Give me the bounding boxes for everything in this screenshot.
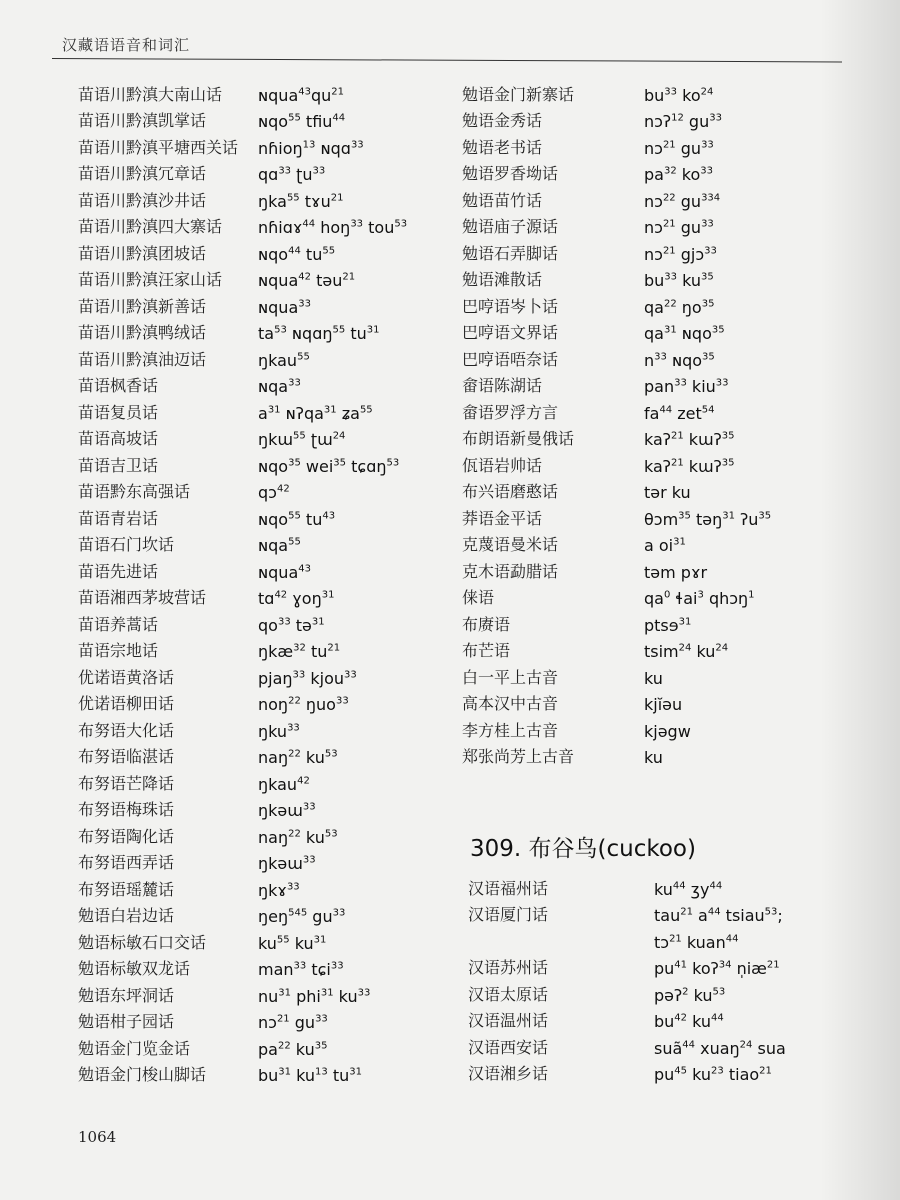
phonetic-form: nɔ$^{21}$ $gu^{33}$ bbox=[644, 218, 714, 237]
language-name: 勉语标敏石口交话 bbox=[78, 932, 207, 952]
entry-row bbox=[78, 688, 448, 715]
phonetic-form: $fa^{44}$ zet$^{54}$ bbox=[644, 403, 715, 423]
language-name: 汉语太原话 bbox=[468, 984, 549, 1004]
phonetic-form: pan$^{33}$ kiu$^{33}$ bbox=[644, 377, 729, 396]
phonetic-form: suã$^{44}$ xuaŋ$^{24}$ sua bbox=[654, 1038, 786, 1058]
language-name: 巴哼语文界话 bbox=[462, 323, 559, 342]
language-name: 苗语宗地话 bbox=[78, 641, 159, 660]
language-name: 勉语金门新寨话 bbox=[462, 84, 575, 104]
language-name: 苗语川黔滇平塘西关话 bbox=[78, 137, 239, 157]
entry-row bbox=[78, 449, 448, 476]
entry-row bbox=[78, 926, 448, 953]
section-title: 309. 布谷鸟(cuckoo) bbox=[470, 836, 696, 862]
phonetic-form: kjĭəu bbox=[644, 695, 683, 714]
language-name: 苗语青岩话 bbox=[78, 508, 159, 528]
language-name: 苗语吉卫话 bbox=[78, 455, 159, 475]
entry-row bbox=[78, 661, 448, 688]
language-name: 勉语苗竹话 bbox=[462, 190, 543, 210]
language-name: 李方桂上古音 bbox=[462, 720, 559, 740]
entry-row bbox=[78, 476, 448, 503]
language-name: 苗语川黔滇大南山话 bbox=[78, 84, 223, 104]
language-name: 畲语陈湖话 bbox=[462, 376, 543, 395]
entry-row bbox=[78, 608, 448, 635]
language-name: 勉语石弄脚话 bbox=[462, 243, 559, 263]
phonetic-form: ɴqua$^{43}$ bbox=[258, 562, 311, 582]
phonetic-form: $ku^{44}$ ʒy$^{44}$ bbox=[654, 879, 723, 899]
phonetic-form: tər ku bbox=[644, 483, 691, 502]
phonetic-form: man$^{33}$ tɕi$^{33}$ bbox=[258, 960, 344, 979]
entry-row bbox=[78, 184, 448, 211]
language-name: 勉语老书话 bbox=[462, 137, 543, 157]
phonetic-form: ŋku$^{33}$ bbox=[258, 721, 300, 741]
language-name: 勉语标敏双龙话 bbox=[78, 959, 191, 978]
entry-row bbox=[78, 900, 448, 927]
phonetic-form: noŋ$^{22}$ ŋuo$^{33}$ bbox=[258, 695, 349, 714]
phonetic-form: kjəgw bbox=[644, 721, 691, 741]
language-name: 苗语川黔滇鸭绒话 bbox=[78, 323, 207, 342]
language-name: 白一平上古音 bbox=[462, 667, 559, 687]
phonetic-form: ŋkɤ$^{33}$ bbox=[258, 880, 300, 900]
language-name: 克木语勐腊话 bbox=[462, 561, 559, 581]
phonetic-form: nɔ$^{22}$ $gu^{334}$ bbox=[644, 191, 721, 211]
phonetic-form: ŋkɯ$^{55}$ ʈɯ$^{24}$ bbox=[258, 430, 346, 449]
phonetic-form: tau$^{21}$ $a^{44}$ tsiau$^{53}$; bbox=[654, 906, 783, 925]
entry-row bbox=[78, 396, 448, 423]
entry-row bbox=[78, 1059, 448, 1086]
language-name: 苗语枫香话 bbox=[78, 376, 159, 395]
phonetic-form: nɔʔ$^{12}$ $gu^{33}$ bbox=[644, 112, 722, 131]
entry-row bbox=[462, 608, 842, 635]
phonetic-form: ɴqua$^{42}$ təu$^{21}$ bbox=[258, 271, 356, 290]
entry-row bbox=[78, 555, 448, 582]
entry-row bbox=[462, 502, 842, 529]
phonetic-form: $bu^{33}$ $ko^{24}$ bbox=[644, 85, 714, 105]
language-name: 布努语西弄话 bbox=[78, 853, 175, 872]
phonetic-form: təm pɤr bbox=[644, 562, 708, 582]
phonetic-form: pjaŋ$^{33}$ kjou$^{33}$ bbox=[258, 668, 357, 688]
phonetic-form: $qa^{22}$ $ŋo^{35}$ bbox=[644, 297, 715, 317]
language-name: 俫语 bbox=[462, 588, 495, 607]
entry-row bbox=[468, 952, 848, 979]
entry-row bbox=[78, 158, 448, 185]
entry-row bbox=[462, 237, 842, 264]
phonetic-form: ku bbox=[644, 748, 663, 767]
phonetic-form: ɴqo$^{55}$ $tu^{43}$ bbox=[258, 509, 336, 529]
entry-row bbox=[462, 555, 842, 582]
phonetic-form: naŋ$^{22}$ $ku^{53}$ bbox=[258, 827, 338, 847]
phonetic-form: $qa^{31}$ ɴqo$^{35}$ bbox=[644, 324, 725, 343]
entry-row bbox=[462, 184, 842, 211]
language-name: 优诺语黄洛话 bbox=[78, 667, 175, 687]
language-name: 巴哼语岑卜话 bbox=[462, 296, 559, 316]
entry-row bbox=[468, 1031, 848, 1058]
phonetic-form: ɴqa$^{55}$ bbox=[258, 536, 301, 555]
phonetic-form: $ku^{55}$ $ku^{31}$ bbox=[258, 933, 327, 953]
language-name: 汉语西安话 bbox=[468, 1037, 549, 1057]
phonetic-form: $qa^0$ ɬai$^3$ qhɔŋ$^1$ bbox=[644, 589, 755, 608]
entry-row bbox=[78, 979, 448, 1006]
language-name: 苗语川黔滇冗章话 bbox=[78, 164, 207, 183]
language-name: 勉语金门览金话 bbox=[78, 1038, 191, 1058]
phonetic-form: $pu^{41}$ koʔ$^{34}$ $n̩iæ^{21}$ bbox=[654, 959, 780, 978]
phonetic-form: ŋkæ$^{32}$ $tu^{21}$ bbox=[258, 642, 341, 661]
language-name: 苗语养蒿话 bbox=[78, 614, 159, 634]
language-name: 布芒语 bbox=[462, 641, 511, 660]
entry-row bbox=[78, 237, 448, 264]
phonetic-form: nɦioŋ$^{13}$ ɴqɑ$^{33}$ bbox=[258, 138, 364, 158]
language-name: 布兴语磨憨话 bbox=[462, 482, 559, 501]
entry-row bbox=[78, 1032, 448, 1059]
phonetic-form: $n^{33}$ ɴqo$^{35}$ bbox=[644, 350, 715, 370]
language-name: 畲语罗浮方言 bbox=[462, 402, 559, 422]
language-name: 巴哼语唔奈话 bbox=[462, 349, 559, 369]
language-name: 苗语川黔滇油迈话 bbox=[78, 349, 207, 369]
header-rule bbox=[52, 58, 842, 62]
entry-row bbox=[462, 211, 842, 238]
language-name: 苗语川黔滇沙井话 bbox=[78, 190, 207, 210]
phonetic-form: $ɴqua^{43}qu^{21}$ bbox=[258, 85, 345, 105]
language-name: 汉语厦门话 bbox=[468, 905, 549, 924]
phonetic-form: ɴqa$^{33}$ bbox=[258, 377, 301, 396]
language-name: 苗语复员话 bbox=[78, 402, 159, 422]
language-name: 优诺语柳田话 bbox=[78, 694, 175, 713]
phonetic-form: ku bbox=[644, 668, 663, 688]
right-column bbox=[462, 78, 842, 767]
entry-row bbox=[78, 714, 448, 741]
language-name: 汉语苏州话 bbox=[468, 958, 549, 977]
entry-row bbox=[78, 343, 448, 370]
phonetic-form: ptsɘ$^{31}$ bbox=[644, 615, 692, 635]
entry-row bbox=[468, 1058, 848, 1085]
entry-row bbox=[78, 131, 448, 158]
entry-row bbox=[462, 290, 842, 317]
phonetic-form: ɴqo$^{44}$ $tu^{55}$ bbox=[258, 244, 336, 264]
entry-row bbox=[462, 158, 842, 185]
entry-row bbox=[78, 582, 448, 609]
language-name: 佤语岩帅话 bbox=[462, 455, 543, 475]
phonetic-form: qɑ$^{33}$ ʈu$^{33}$ bbox=[258, 165, 326, 184]
language-name: 布赓语 bbox=[462, 614, 511, 634]
entry-row bbox=[78, 264, 448, 291]
entry-row bbox=[78, 502, 448, 529]
language-name: 勉语金门梭山脚话 bbox=[78, 1065, 207, 1084]
language-name: 勉语滩散话 bbox=[462, 270, 543, 289]
phonetic-form: $pu^{45}$ $ku^{23}$ tiao$^{21}$ bbox=[654, 1065, 772, 1084]
entry-row bbox=[462, 741, 842, 768]
phonetic-form: ŋka$^{55}$ tɤu$^{21}$ bbox=[258, 191, 344, 211]
entry-row bbox=[462, 582, 842, 609]
phonetic-form: $pa^{32}$ $ko^{33}$ bbox=[644, 165, 714, 184]
phonetic-form: kaʔ$^{21}$ kɯʔ$^{35}$ bbox=[644, 456, 735, 476]
language-name: 布努语芒降话 bbox=[78, 773, 175, 793]
phonetic-form: $qo^{33}$ tə$^{31}$ bbox=[258, 615, 325, 635]
language-name: 布努语大化话 bbox=[78, 720, 175, 740]
language-name: 苗语川黔滇凯掌话 bbox=[78, 111, 207, 130]
entry-row bbox=[468, 872, 848, 899]
language-name: 苗语川黔滇四大寨话 bbox=[78, 217, 223, 236]
entry-row bbox=[78, 423, 448, 450]
phonetic-form: ɴqo$^{55}$ tfiu$^{44}$ bbox=[258, 112, 346, 131]
phonetic-form: ŋkəɯ$^{33}$ bbox=[258, 854, 316, 873]
phonetic-form: pəʔ$^2$ $ku^{53}$ bbox=[654, 985, 726, 1005]
entry-row bbox=[78, 820, 448, 847]
entry-row bbox=[462, 688, 842, 715]
entry-row bbox=[78, 847, 448, 874]
entry-row bbox=[78, 953, 448, 980]
phonetic-form: θɔm$^{35}$ təŋ$^{31}$ ʔu$^{35}$ bbox=[644, 509, 772, 529]
language-name: 勉语柑子园话 bbox=[78, 1012, 175, 1031]
phonetic-form: qɔ$^{42}$ bbox=[258, 483, 290, 502]
language-name: 布努语临湛话 bbox=[78, 747, 175, 766]
entry-row bbox=[78, 211, 448, 238]
phonetic-form: ɴqo$^{35}$ wei$^{35}$ tɕɑŋ$^{53}$ bbox=[258, 456, 400, 476]
entry-row bbox=[78, 370, 448, 397]
language-name: 高本汉中古音 bbox=[462, 694, 559, 713]
language-name: 莽语金平话 bbox=[462, 508, 543, 528]
language-name: 汉语湘乡话 bbox=[468, 1064, 549, 1083]
phonetic-form: nɔ$^{21}$ $gu^{33}$ bbox=[258, 1013, 328, 1032]
language-name: 苗语先进话 bbox=[78, 561, 159, 581]
entry-row bbox=[462, 317, 842, 344]
entry-row bbox=[462, 396, 842, 423]
language-name: 苗语石门坎话 bbox=[78, 535, 175, 554]
phonetic-form: ŋkəɯ$^{33}$ bbox=[258, 801, 316, 820]
language-name: 克蔑语曼米话 bbox=[462, 535, 559, 554]
entry-row bbox=[78, 873, 448, 900]
language-name: 苗语高坡话 bbox=[78, 429, 159, 448]
language-name: 勉语罗香坳话 bbox=[462, 164, 559, 183]
phonetic-form: tɑ$^{42}$ ɣoŋ$^{31}$ bbox=[258, 589, 335, 608]
entry-row bbox=[462, 529, 842, 556]
phonetic-form: tsim$^{24}$ $ku^{24}$ bbox=[644, 642, 729, 661]
language-name: 苗语川黔滇新善话 bbox=[78, 296, 207, 316]
phonetic-form: naŋ$^{22}$ $ku^{53}$ bbox=[258, 748, 338, 767]
phonetic-form: $bu^{31}$ $ku^{13}$ $tu^{31}$ bbox=[258, 1066, 362, 1085]
phonetic-form: ŋkau$^{42}$ bbox=[258, 774, 310, 794]
entry-row bbox=[462, 714, 842, 741]
entry-row bbox=[462, 264, 842, 291]
entry-row bbox=[78, 78, 448, 105]
phonetic-form: $ta^{53}$ ɴqɑŋ$^{55}$ $tu^{31}$ bbox=[258, 324, 380, 343]
language-name: 苗语湘西茅坡营话 bbox=[78, 588, 207, 607]
entry-row bbox=[78, 529, 448, 556]
entry-row bbox=[78, 741, 448, 768]
language-name: 苗语黔东高强话 bbox=[78, 482, 191, 501]
phonetic-form: nɔ$^{21}$ gjɔ$^{33}$ bbox=[644, 244, 717, 264]
phonetic-form: nɔ$^{21}$ $gu^{33}$ bbox=[644, 138, 714, 158]
entry-row bbox=[462, 635, 842, 662]
language-name: 汉语福州话 bbox=[468, 878, 549, 898]
language-name: 勉语金秀话 bbox=[462, 111, 543, 130]
language-name: 布努语梅珠话 bbox=[78, 800, 175, 819]
phonetic-form: nɦiɑɤ$^{44}$ hoŋ$^{33}$ tou$^{53}$ bbox=[258, 218, 408, 237]
entry-row bbox=[468, 978, 848, 1005]
entry-row bbox=[462, 449, 842, 476]
language-name: 汉语温州话 bbox=[468, 1011, 549, 1030]
language-name: 布努语瑶麓话 bbox=[78, 879, 175, 899]
phonetic-form: ŋeŋ$^{545}$ $gu^{33}$ bbox=[258, 907, 346, 926]
phonetic-form: ɴqua$^{33}$ bbox=[258, 297, 311, 317]
phonetic-form: $bu^{42}$ $ku^{44}$ bbox=[654, 1012, 724, 1031]
entry-row bbox=[462, 78, 842, 105]
phonetic-form: kaʔ$^{21}$ kɯʔ$^{35}$ bbox=[644, 430, 735, 449]
language-name: 郑张尚芳上古音 bbox=[462, 747, 575, 766]
entry-row bbox=[462, 131, 842, 158]
entry-row bbox=[78, 290, 448, 317]
phonetic-form: ŋkau$^{55}$ bbox=[258, 350, 310, 370]
phonetic-form: tɔ$^{21}$ kuan$^{44}$ bbox=[654, 932, 739, 952]
language-name: 勉语东坪洞话 bbox=[78, 985, 175, 1005]
phonetic-form: $a^{31}$ ɴʔqa$^{31}$ ʑa$^{55}$ bbox=[258, 403, 373, 423]
entry-row bbox=[468, 1005, 848, 1032]
language-name: 布努语陶化话 bbox=[78, 826, 175, 846]
entry-row bbox=[462, 343, 842, 370]
phonetic-form: $nu^{31}$ phi$^{31}$ $ku^{33}$ bbox=[258, 986, 371, 1006]
entry-row bbox=[78, 635, 448, 662]
entry-row bbox=[462, 423, 842, 450]
entry-row bbox=[468, 925, 848, 952]
language-name: 苗语川黔滇汪家山话 bbox=[78, 270, 223, 289]
entry-row bbox=[468, 899, 848, 926]
entry-row bbox=[78, 767, 448, 794]
language-name: 苗语川黔滇团坡话 bbox=[78, 243, 207, 263]
left-column bbox=[78, 78, 448, 1085]
phonetic-form: a $oi^{31}$ bbox=[644, 536, 686, 555]
entry-row bbox=[462, 370, 842, 397]
entry-row bbox=[78, 1006, 448, 1033]
entry-row bbox=[78, 794, 448, 821]
section-entries bbox=[468, 872, 848, 1084]
entry-row bbox=[462, 476, 842, 503]
phonetic-form: $bu^{33}$ $ku^{35}$ bbox=[644, 271, 714, 290]
phonetic-form: $pa^{22}$ $ku^{35}$ bbox=[258, 1039, 328, 1059]
entry-row bbox=[78, 105, 448, 132]
entry-row bbox=[462, 105, 842, 132]
entry-row bbox=[78, 317, 448, 344]
language-name: 布朗语新曼俄话 bbox=[462, 429, 575, 448]
entry-row bbox=[462, 661, 842, 688]
running-head: 汉藏语语音和词汇 bbox=[62, 36, 191, 54]
page-number: 1064 bbox=[78, 1128, 117, 1146]
language-name: 勉语庙子源话 bbox=[462, 217, 559, 236]
language-name: 勉语白岩边话 bbox=[78, 906, 175, 925]
